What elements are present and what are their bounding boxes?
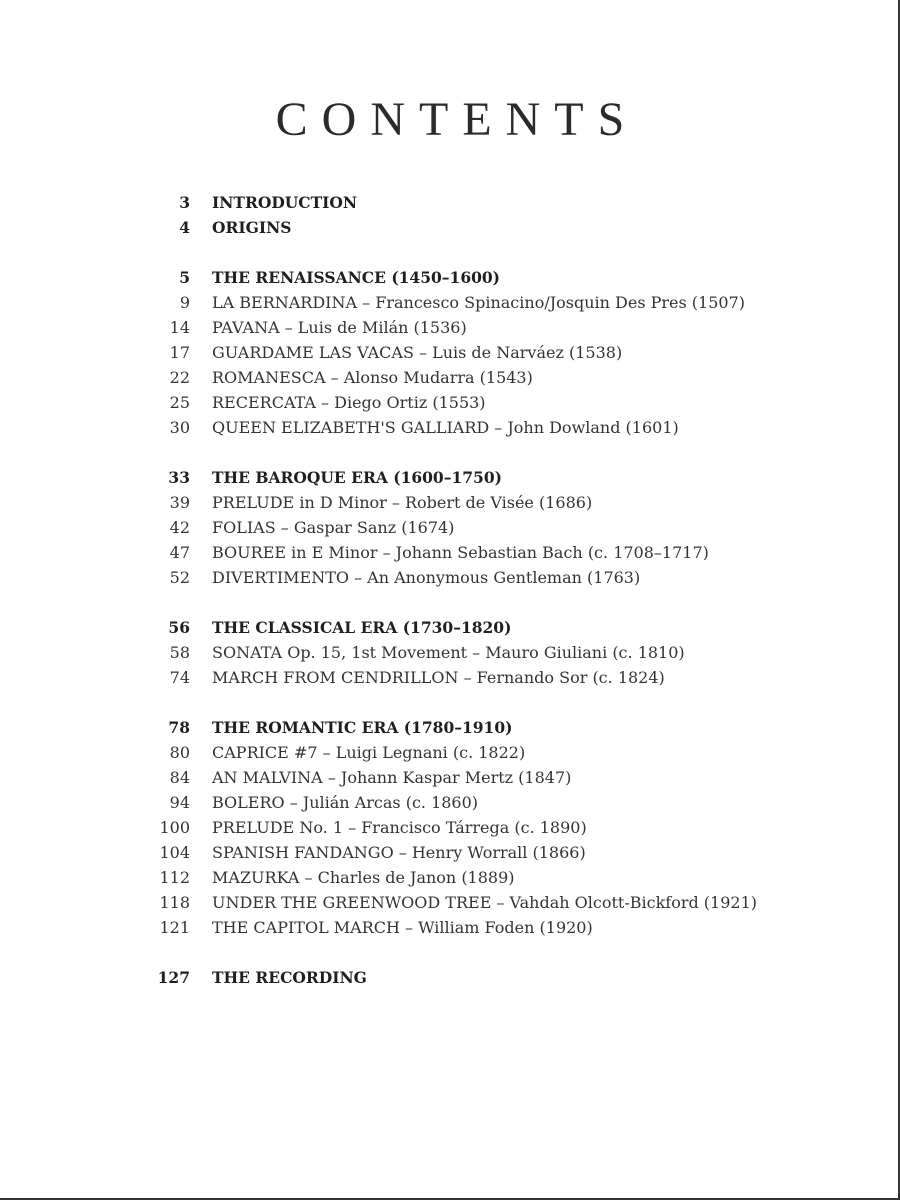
toc-entry-label: PAVANA – Luis de Milán (1536)	[212, 318, 467, 337]
toc-page-number: 56	[168, 618, 190, 637]
toc-entry[interactable]	[150, 665, 870, 690]
toc-page-number: 104	[159, 843, 190, 862]
toc-page-number: 30	[169, 418, 190, 437]
toc-section-heading[interactable]	[150, 715, 870, 740]
toc-entry-label: DIVERTIMENTO – An Anonymous Gentleman (1763)	[212, 568, 641, 587]
toc-page-number: 52	[169, 568, 190, 587]
toc-page-number: 58	[169, 643, 190, 662]
toc-entry[interactable]	[150, 790, 870, 815]
toc-entry[interactable]	[150, 865, 870, 890]
toc-page-number: 5	[179, 268, 190, 287]
toc-page-number: 14	[169, 318, 190, 337]
toc-section-heading[interactable]	[150, 615, 870, 640]
toc-section-heading[interactable]	[150, 465, 870, 490]
toc-entry[interactable]	[150, 765, 870, 790]
toc-entry-label: AN MALVINA – Johann Kaspar Mertz (1847)	[212, 768, 572, 787]
toc-entry-label: PRELUDE in D Minor – Robert de Visée (1686)	[212, 493, 593, 512]
toc-section-recording	[150, 965, 870, 990]
toc-entry[interactable]	[150, 340, 870, 365]
toc-entry-label: ORIGINS	[212, 218, 292, 237]
toc-section-baroque	[150, 465, 870, 590]
toc-page-number: 25	[169, 393, 190, 412]
toc-entry[interactable]	[150, 540, 870, 565]
toc-entry[interactable]	[150, 890, 870, 915]
toc-page-number: 118	[159, 893, 190, 912]
toc-entry[interactable]	[150, 315, 870, 340]
toc-page-number: 33	[168, 468, 190, 487]
toc-entry-label: THE RENAISSANCE (1450–1600)	[212, 268, 501, 287]
toc-entry[interactable]	[150, 415, 870, 440]
toc-entry[interactable]	[150, 215, 870, 240]
toc-entry-label: THE BAROQUE ERA (1600–1750)	[212, 468, 502, 487]
toc-entry-label: BOUREE in E Minor – Johann Sebastian Bach (c. 1708–1717)	[212, 543, 709, 562]
toc-entry-label: MAZURKA – Charles de Janon (1889)	[212, 868, 515, 887]
table-of-contents	[150, 190, 870, 990]
toc-section-classical	[150, 615, 870, 690]
toc-page-number: 9	[179, 293, 190, 312]
toc-page-number: 127	[157, 968, 190, 987]
toc-page-number: 22	[169, 368, 190, 387]
toc-page-number: 74	[169, 668, 190, 687]
toc-page-number: 100	[159, 818, 190, 837]
toc-entry-label: BOLERO – Julián Arcas (c. 1860)	[212, 793, 479, 812]
toc-page-number: 84	[169, 768, 190, 787]
toc-entry-label: SONATA Op. 15, 1st Movement – Mauro Giuliani (c. 1810)	[212, 643, 685, 662]
section-gap	[150, 440, 870, 465]
toc-entry-label: RECERCATA – Diego Ortiz (1553)	[212, 393, 486, 412]
toc-section-romantic	[150, 715, 870, 940]
section-gap	[150, 240, 870, 265]
toc-page-number: 39	[169, 493, 190, 512]
toc-page-number: 47	[169, 543, 190, 562]
toc-entry-label: FOLIAS – Gaspar Sanz (1674)	[212, 518, 455, 537]
toc-section-heading[interactable]	[150, 965, 870, 990]
toc-entry[interactable]	[150, 815, 870, 840]
toc-page-number: 17	[169, 343, 190, 362]
toc-entry-label: PRELUDE No. 1 – Francisco Tárrega (c. 1890)	[212, 818, 587, 837]
toc-entry[interactable]	[150, 840, 870, 865]
toc-entry-label: UNDER THE GREENWOOD TREE – Vahdah Olcott-Bickford (1921)	[212, 893, 758, 912]
toc-entry-label: THE CLASSICAL ERA (1730–1820)	[212, 618, 512, 637]
toc-entry-label: GUARDAME LAS VACAS – Luis de Narváez (1538)	[212, 343, 623, 362]
toc-entry-label: INTRODUCTION	[212, 193, 358, 212]
toc-entry-label: MARCH FROM CENDRILLON – Fernando Sor (c. 1824)	[212, 668, 665, 687]
toc-entry-label: QUEEN ELIZABETH'S GALLIARD – John Dowland (1601)	[212, 418, 679, 437]
toc-entry[interactable]	[150, 490, 870, 515]
toc-entry[interactable]	[150, 640, 870, 665]
toc-page-number: 4	[179, 218, 190, 237]
toc-entry[interactable]	[150, 365, 870, 390]
section-gap	[150, 940, 870, 965]
page-title: CONTENTS	[275, 93, 639, 146]
toc-entry[interactable]	[150, 390, 870, 415]
toc-entry-label: THE CAPITOL MARCH – William Foden (1920)	[212, 918, 593, 937]
toc-page-number: 121	[159, 918, 190, 937]
toc-section-heading[interactable]	[150, 265, 870, 290]
toc-page-number: 80	[169, 743, 190, 762]
toc-entry[interactable]	[150, 740, 870, 765]
section-gap	[150, 690, 870, 715]
toc-entry[interactable]	[150, 290, 870, 315]
toc-entry[interactable]	[150, 190, 870, 215]
section-gap	[150, 590, 870, 615]
toc-page-number: 42	[169, 518, 190, 537]
toc-entry[interactable]	[150, 915, 870, 940]
toc-page-number: 94	[169, 793, 190, 812]
toc-entry[interactable]	[150, 515, 870, 540]
toc-page-number: 3	[179, 193, 190, 212]
toc-entry-label: THE ROMANTIC ERA (1780–1910)	[212, 718, 513, 737]
toc-entry-label: LA BERNARDINA – Francesco Spinacino/Josquin Des Pres (1507)	[212, 293, 745, 312]
toc-page-number: 78	[168, 718, 190, 737]
toc-section-front-matter	[150, 190, 870, 240]
toc-page-number: 112	[159, 868, 190, 887]
toc-entry-label: SPANISH FANDANGO – Henry Worrall (1866)	[212, 843, 586, 862]
toc-entry[interactable]	[150, 565, 870, 590]
toc-section-renaissance	[150, 265, 870, 440]
toc-entry-label: ROMANESCA – Alonso Mudarra (1543)	[212, 368, 533, 387]
toc-entry-label: THE RECORDING	[212, 968, 367, 987]
toc-entry-label: CAPRICE #7 – Luigi Legnani (c. 1822)	[212, 743, 526, 762]
